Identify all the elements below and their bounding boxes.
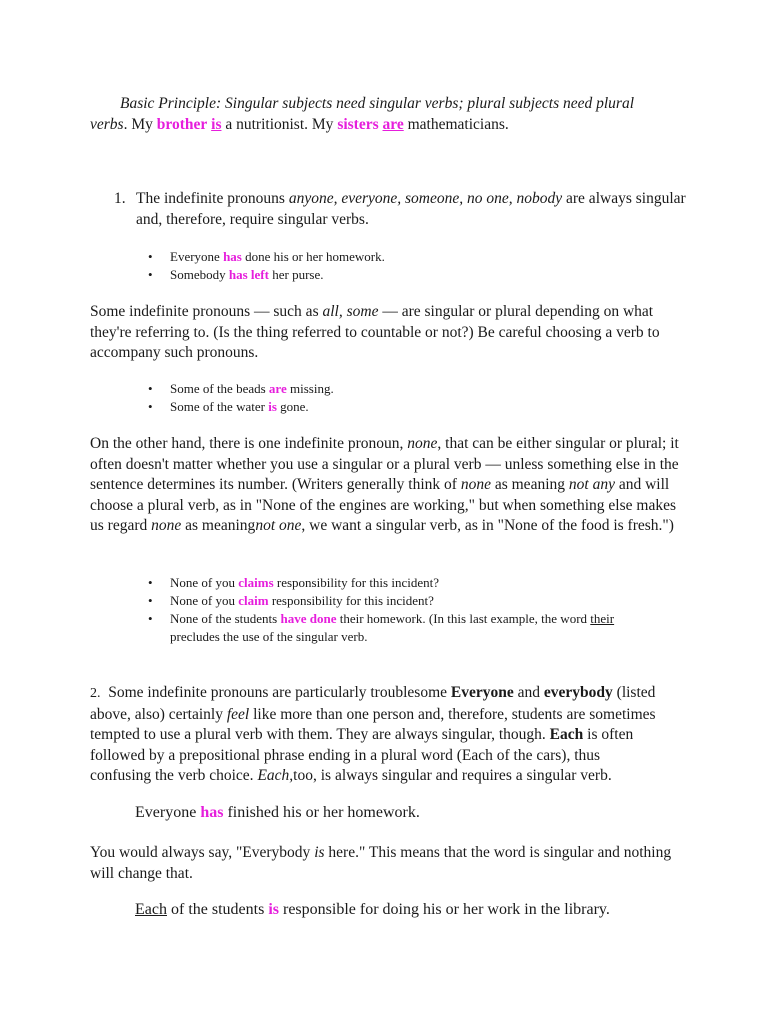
highlight-brother: brother xyxy=(156,115,208,133)
list-item: • Some of the water is gone. xyxy=(148,398,668,416)
list-item: • None of the students have done their homework. (In this last example, the word their precludes the use of the singular verb. xyxy=(148,610,628,646)
list-item: • None of you claim responsibility for this incident? xyxy=(148,592,628,610)
none-bullets xyxy=(148,574,628,646)
list-item: • Everyone has done his or her homework. xyxy=(148,248,668,266)
list-item: • Some of the beads are missing. xyxy=(148,380,668,398)
item2-paragraph: 2. Some indefinite pronouns are particularly troublesome Everyone and everybody (listed above, also) certainly feel like more than one person and, therefore, students are sometimes tempted to use a plural verb with them. They are always singular, though. Each is often followed by a prepositional phrase ending in a plural word (Each of the cars), thus confusing the verb choice. Each,too, is always singular and requires a singular verb. xyxy=(90,684,656,784)
always-singular-paragraph: You would always say, "Everybody is here." This means that the word is singular and nothing will change that. xyxy=(90,844,672,882)
list-number-2: 2. xyxy=(90,686,101,701)
intro-paragraph: Basic Principle: Singular subjects need singular verbs; plural subjects need plural verbs. My brother is a nutritionist. My sisters are mathematicians. xyxy=(90,95,635,133)
some-pronouns-paragraph: Some indefinite pronouns — such as all, some — are singular or plural depending on what they're referring to. (Is the thing referred to countable or not?) Be careful choosing a verb to accompany such pronouns. xyxy=(90,303,660,361)
some-bullets xyxy=(148,380,668,416)
example-each-is: Each of the students is responsible for doing his or her work in the library. xyxy=(135,901,610,918)
highlight-are: are xyxy=(382,115,404,133)
list-number-1: 1. xyxy=(114,190,126,207)
item1-paragraph: The indefinite pronouns anyone, everyone, someone, no one, nobody are always singular and, therefore, require singular verbs. xyxy=(136,190,686,228)
item1-bullets xyxy=(148,248,668,284)
list-item: • Somebody has left her purse. xyxy=(148,266,668,284)
none-pronoun-paragraph: On the other hand, there is one indefinite pronoun, none, that can be either singular or plural; it often doesn't matter whether you use a singular or a plural verb — unless something else in the sentence determines its number. (Writers generally think of none as meaning not any and will choose a plural verb, as in "None of the engines are working," but when something else makes us regard none as meaningnot one, we want a singular verb, as in "None of the food is fresh.") xyxy=(90,435,679,534)
example-everyone-has: Everyone has finished his or her homework. xyxy=(135,804,420,821)
basic-principle-heading: Basic Principle: Singular subjects need singular verbs; plural subjects need plural verbs xyxy=(90,95,635,133)
highlight-is: is xyxy=(211,115,222,133)
list-item: • None of you claims responsibility for this incident? xyxy=(148,574,628,592)
highlight-sisters: sisters xyxy=(337,115,379,133)
